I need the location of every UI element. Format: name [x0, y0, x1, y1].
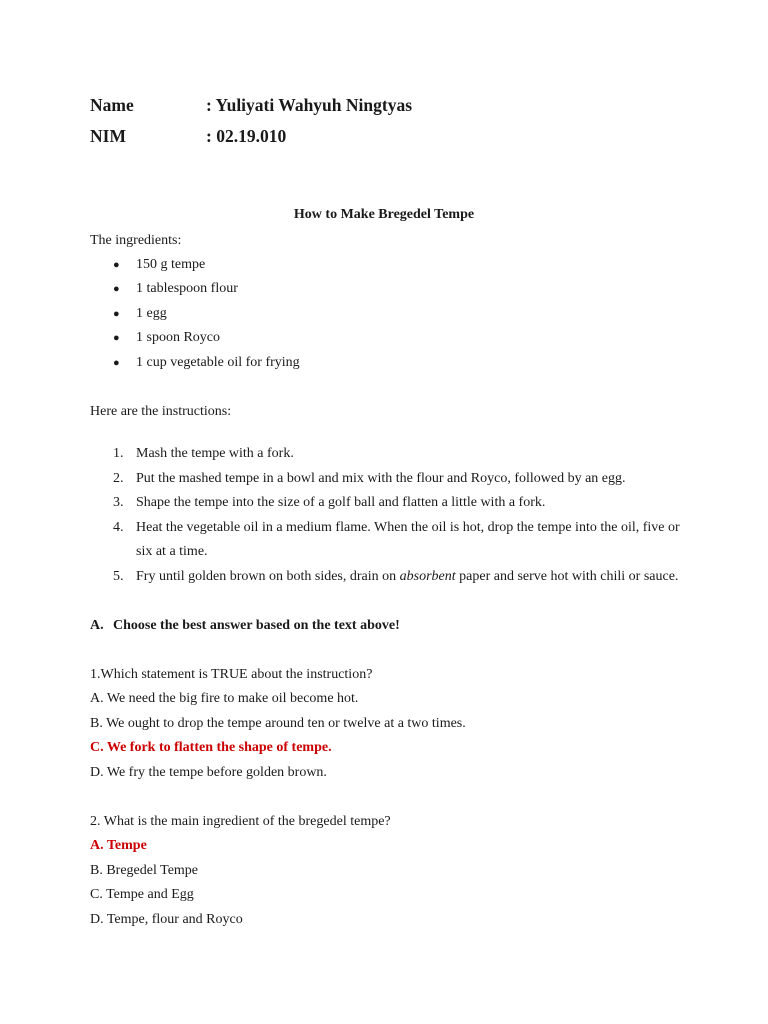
answer-option: D. We fry the tempe before golden brown. [90, 765, 327, 780]
answer-option: A. We need the big fire to make oil become hot. [90, 691, 359, 706]
ingredient-item: 1 cup vegetable oil for frying [136, 355, 300, 370]
bullet-marker: ● [113, 283, 120, 295]
ingredients-heading: The ingredients: [90, 233, 182, 248]
answer-option-correct: A. Tempe [90, 838, 147, 853]
bullet-marker: ● [113, 259, 120, 271]
ingredient-item: 1 tablespoon flour [136, 281, 238, 296]
step-text-continued: six at a time. [136, 544, 208, 559]
question-text: 2. What is the main ingredient of the bregedel tempe? [90, 814, 391, 829]
instructions-heading: Here are the instructions: [90, 404, 232, 419]
step-text-after: paper and serve hot with chili or sauce. [455, 569, 679, 584]
answer-option: B. We ought to drop the tempe around ten or twelve at a two times. [90, 716, 466, 731]
question-text: 1.Which statement is TRUE about the instruction? [90, 667, 373, 682]
nim-value: : 02.19.010 [206, 126, 287, 146]
step-number: 1. [113, 446, 124, 461]
answer-option-correct: C. We fork to flatten the shape of tempe. [90, 740, 332, 755]
bullet-marker: ● [113, 332, 120, 344]
ingredient-item: 1 spoon Royco [136, 330, 220, 345]
answer-option: C. Tempe and Egg [90, 887, 194, 902]
answer-option: B. Bregedel Tempe [90, 863, 199, 878]
step-text [136, 568, 678, 586]
bullet-marker: ● [113, 357, 120, 369]
step-text-italic: absorbent [399, 569, 456, 584]
name-label: Name [90, 95, 134, 115]
step-number: 3. [113, 495, 124, 510]
step-text-before: Fry until golden brown on both sides, drain on [136, 569, 400, 584]
ingredient-item: 150 g tempe [136, 257, 206, 272]
answer-option: D. Tempe, flour and Royco [90, 912, 243, 927]
section-a-heading: Choose the best answer based on the text above! [113, 618, 400, 633]
step-number: 4. [113, 520, 124, 535]
step-text: Put the mashed tempe in a bowl and mix with the flour and Royco, followed by an egg. [136, 471, 626, 486]
step-text: Mash the tempe with a fork. [136, 446, 294, 461]
ingredient-item: 1 egg [136, 306, 167, 321]
section-a-letter: A. [90, 618, 104, 633]
step-text: Shape the tempe into the size of a golf ball and flatten a little with a fork. [136, 495, 546, 510]
step-number: 5. [113, 569, 124, 584]
recipe-title: How to Make Bregedel Tempe [293, 207, 475, 222]
nim-label: NIM [90, 126, 126, 146]
step-text: Heat the vegetable oil in a medium flame. When the oil is hot, drop the tempe into the oil, five or [136, 520, 680, 535]
bullet-marker: ● [113, 308, 120, 320]
name-value: : Yuliyati Wahyuh Ningtyas [206, 95, 413, 115]
step-number: 2. [113, 471, 124, 486]
